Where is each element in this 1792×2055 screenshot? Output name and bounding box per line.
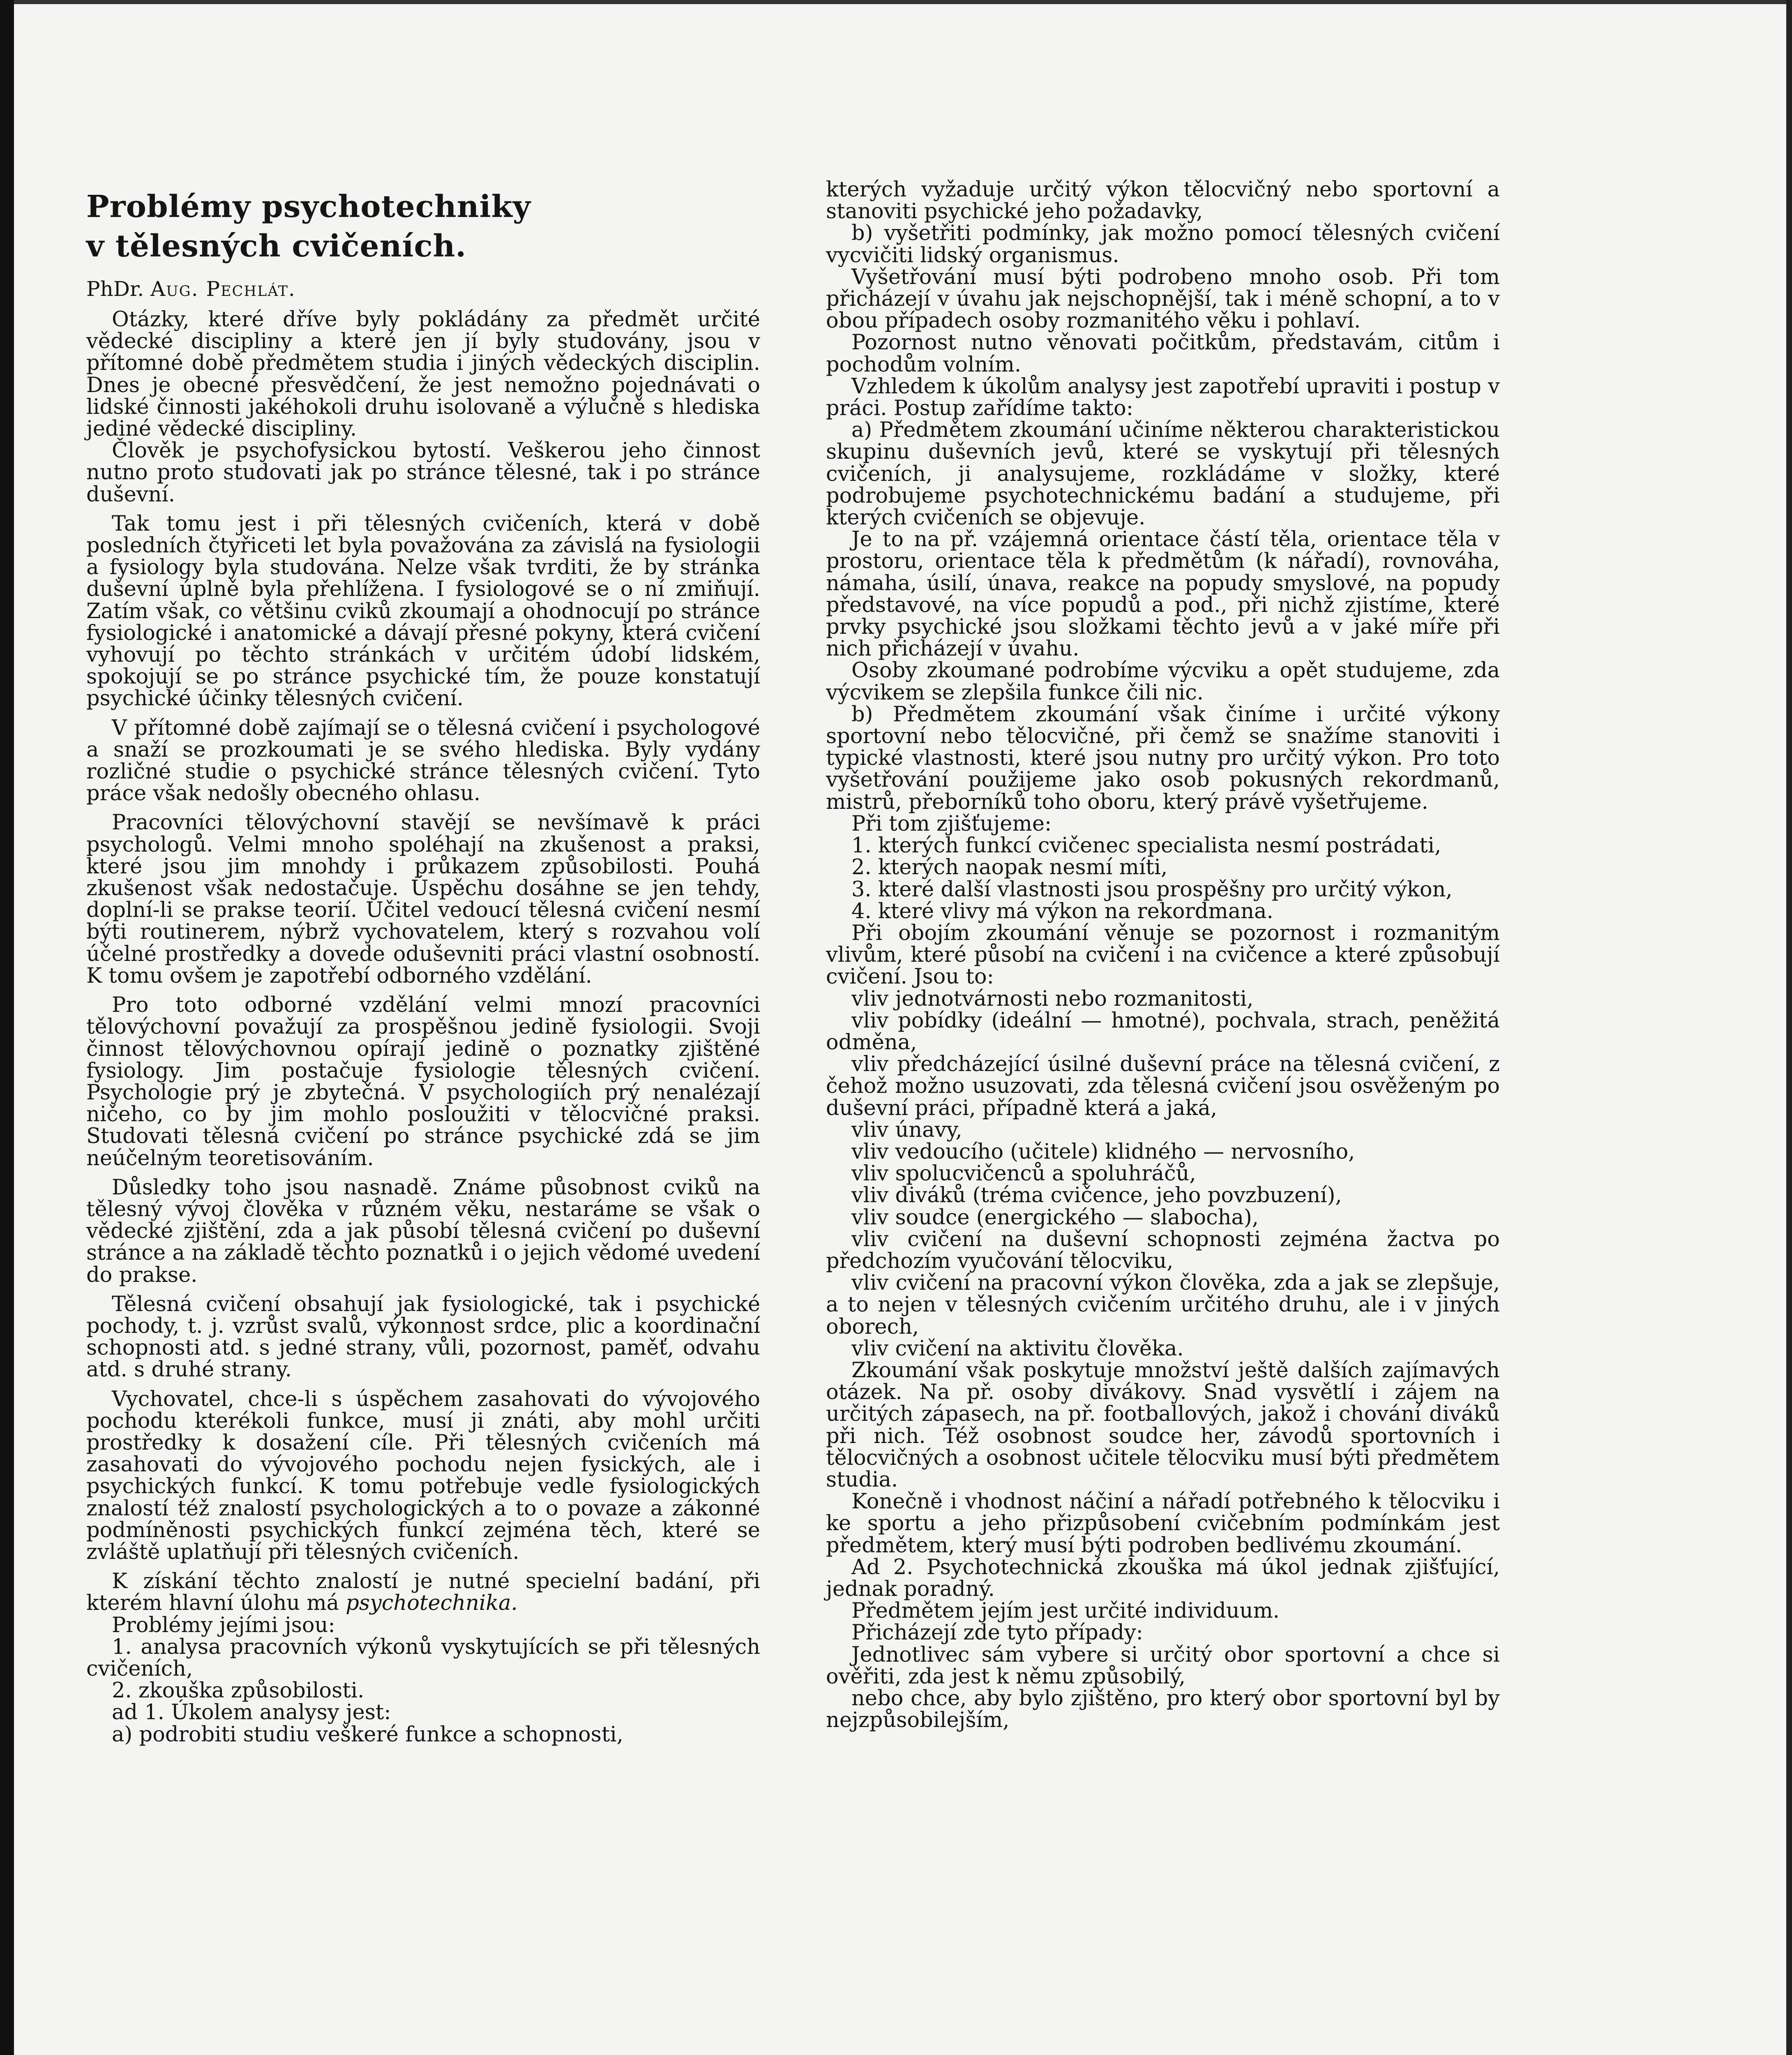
paragraph: Ad 2. Psychotechnická zkouška má úkol jednak zjišťující, jednak poradný. <box>826 1555 1500 1601</box>
paragraph: Tělesná cvičení obsahují jak fysiologické, tak i psychické pochody, t. j. vzrůst svalů, výkonnost srdce, plic a koordinační schopnosti atd. s jedné strany, vůli, pozornost, paměť, odvahu atd. s druhé strany. <box>86 1292 760 1382</box>
list-item: a) Předmětem zkoumání učiníme některou charakteristickou skupinu duševních jevů, které se vyskytují při tělesných cvičeních, ji analysujeme, rozkládáme v složky, které podrobujeme psychotechnickému badání a studujeme, při kterých cvičeních se objevuje. <box>826 418 1500 530</box>
article-title <box>86 187 760 266</box>
list-item: vliv únavy, <box>851 1118 962 1142</box>
list-item: 1. analysa pracovních výkonů vyskytujících se při tělesných cvičeních, <box>86 1635 760 1681</box>
author-name: Aug. Pechlát. <box>150 277 296 301</box>
paragraph: Problémy jejími jsou: <box>112 1613 335 1637</box>
paragraph: Vychovatel, chce-li s úspěchem zasahovati do vývojového pochodu kterékoli funkce, musí ji znáti, aby mohl určiti prostředky k dosažení cíle. Při tělesných cvičeních má zasahovati do vývojového pochodu nejen fysických, ale i psychických funkcí. K tomu potřebuje vedle fysiologických znalostí též znalostí psychologických a to o povaze a zákonné podmíněnosti psychických funkcí zejména těch, které se zvláště uplatňují při tělesných cvičeních. <box>86 1387 760 1564</box>
paragraph: Člověk je psychofysickou bytostí. Veškerou jeho činnost nutno proto studovati jak po stránce tělesné, tak i po stránce duševní. <box>86 439 760 507</box>
list-item: vliv cvičení na duševní schopnosti zejména žactva po předchozím vyučování tělocviku, <box>826 1227 1500 1273</box>
paragraph: Pro toto odborné vzdělání velmi mnozí pracovníci tělovýchovní považují za prospěšnou jedině fysiologii. Svoji činnost tělovýchovnou opírají jedině o poznatky zjištěné fysiology. Jim postačuje fysiologie tělesných cvičení. Psychologie prý je zbytečná. V psychologiích prý nenalézají ničeho, co by jim mohlo posloužiti v tělocvičné praksi. Studovati tělesná cvičení po stránce psychické zdá se jim neúčelným teoretisováním. <box>86 993 760 1171</box>
paragraph: Je to na př. vzájemná orientace částí těla, orientace těla v prostoru, orientace těla k předmětům (k nářadí), rovnováha, námaha, úsilí, únava, reakce na popudy smyslové, na popudy představové, na více popudů a pod., při nichž zjistíme, které prvky psychické jsou složkami těchto jevů a v jaké míře při nich přicházejí v úvahu. <box>826 527 1500 661</box>
paragraph: Předmětem jejím jest určité individuum. <box>851 1599 1280 1623</box>
scan-edge-right <box>1786 0 1792 2055</box>
paragraph: kterých vyžaduje určitý výkon tělocvičný nebo sportovní a stanoviti psychické jeho požadavky, <box>826 178 1500 224</box>
paragraph: Pracovníci tělovýchovní stavějí se nevšímavě k práci psychologů. Velmi mnoho spoléhají na zkušenost a praksi, které jsou jim mnohdy i průkazem způsobilosti. Pouhá zkušenost však nedostačuje. Úspěchu dosáhne se jen tehdy, doplní-li se prakse teorií. Učitel vedoucí tělesná cvičení nesmí býti routinerem, nýbrž vychovatelem, který s rozvahou volí účelné prostředky a dovede oduševniti práci vlastní osobností. K tomu ovšem je zapotřebí odborného vzdělání. <box>86 810 760 988</box>
paragraph: Při obojím zkoumání věnuje se pozornost i rozmanitým vlivům, které působí na cvičení i na cvičence a které způsobují cvičení. Jsou to: <box>826 921 1500 989</box>
list-item: 3. které další vlastnosti jsou prospěšny pro určitý výkon, <box>851 877 1453 902</box>
paragraph <box>86 1570 760 1614</box>
paragraph: Důsledky toho jsou nasnadě. Známe působnost cviků na tělesný vývoj člověka v různém věku, nestaráme se však o vědecké zjištění, zda a jak působí tělesná cvičení po duševní stránce a na základě těchto poznatků i o jejich vědomé uvedení do prakse. <box>86 1175 760 1287</box>
article-author <box>86 277 760 301</box>
paragraph: V přítomné době zajímají se o tělesná cvičení i psychologové a snaží se prozkoumati je se svého hlediska. Byly vydány rozličné studie o psychické stránce tělesných cvičení. Tyto práce však nedošly obecného ohlasu. <box>86 716 760 806</box>
article-page <box>86 178 1500 1979</box>
paragraph: Otázky, které dříve byly pokládány za předmět určité vědecké discipliny a které jen jí byly studovány, jsou v přítomné době předmětem studia i jiných vědeckých disciplin. Dnes je obecné přesvědčení, že jest nemožno pojednávati o lidské činnosti jakéhokoli druhu isolovaně a výlučně s hlediska jediné vědecké discipliny. <box>86 307 760 441</box>
title-line-1: Problémy psychotechniky <box>86 189 531 224</box>
list-item: vliv jednotvárnosti nebo rozmanitosti, <box>851 986 1254 1011</box>
list-item: 2. zkouška způsobilosti. <box>112 1679 364 1703</box>
paragraph: Přicházejí zde tyto případy: <box>851 1621 1143 1645</box>
scan-edge-top <box>0 0 1792 4</box>
list-item: vliv soudce (energického — slabocha), <box>851 1205 1259 1230</box>
paragraph: nebo chce, aby bylo zjištěno, pro který obor sportovní byl by nejzpůsobilejším, <box>826 1686 1500 1733</box>
list-item: vliv spolucvičenců a spoluhráčů, <box>851 1161 1196 1186</box>
paragraph: ad 1. Úkolem analysy jest: <box>112 1700 391 1725</box>
emphasis-psychotechnika: psychotechnika. <box>346 1591 518 1616</box>
list-item: 4. které vlivy má výkon na rekordmana. <box>851 899 1273 924</box>
list-item: vliv vedoucího (učitele) klidného — nervosního, <box>851 1139 1355 1164</box>
paragraph: Zkoumání však poskytuje množství ještě dalších zajímavých otázek. Na př. osoby divákovy. Snad vysvětlí i zájem na určitých zápasech, na př. footballových, jakož i chování diváků při nich. Též osobnost soudce her, závodů sportovních i tělocvičných a osobnost učitele tělocviku musí býti předmětem studia. <box>826 1358 1500 1492</box>
paragraph: Při tom zjišťujeme: <box>851 811 1052 836</box>
paragraph-text: K získání těchto znalostí je nutné specielní badání, při kterém hlavní úlohu má <box>86 1569 760 1616</box>
list-item: vliv pobídky (ideální — hmotné), pochvala, strach, peněžitá odměna, <box>826 1008 1500 1055</box>
list-item: vliv diváků (tréma cvičence, jeho povzbuzení), <box>851 1183 1342 1208</box>
title-line-2: v tělesných cvičeních. <box>86 229 467 264</box>
paragraph: Vzhledem k úkolům analysy jest zapotřebí upraviti i postup v práci. Postup zařídíme takto: <box>826 374 1500 421</box>
list-item: vliv cvičení na aktivitu člověka. <box>851 1336 1184 1361</box>
left-column <box>86 187 760 1746</box>
paragraph: Pozornost nutno věnovati počitkům, představám, citům i pochodům volním. <box>826 330 1500 377</box>
list-item: b) Předmětem zkoumání však činíme i určité výkony sportovní nebo tělocvičné, při čemž se snažíme stanoviti i typické vlastnosti, které jsou nutny pro určitý výkon. Pro toto vyšetřování použijeme jako osob pokusných rekordmanů, mistrů, přeborníků toho oboru, který právě vyšetřujeme. <box>826 702 1500 814</box>
list-item: 2. kterých naopak nesmí míti, <box>851 855 1168 880</box>
list-item: vliv cvičení na pracovní výkon člověka, zda a jak se zlepšuje, a to nejen v tělesných cvičením určitého druhu, ale i v jiných oborech, <box>826 1271 1500 1339</box>
paragraph: Tak tomu jest i při tělesných cvičeních, která v době posledních čtyřiceti let byla považována za závislá na fysiologii a fysiology byla studována. Nelze však tvrditi, že by stránka duševní úplně byla přehlížena. I fysiologové se o ní zmiňují. Zatím však, co většinu cviků zkoumají a ohodnocují po stránce fysiologické i anatomické a dávají přesné pokyny, která cvičení vyhovují po těchto stránkách v určitém údobí lidském, spokojují se po stránce psychické tím, že pouze konstatují psychické účinky tělesných cvičení. <box>86 511 760 711</box>
list-item: 1. kterých funkcí cvičenec specialista nesmí postrádati, <box>851 834 1441 858</box>
list-item: b) vyšetřiti podmínky, jak možno pomocí tělesných cvičení vycvičiti lidský organismus. <box>826 221 1500 268</box>
paragraph: Konečně i vhodnost náčiní a nářadí potřebného k tělocviku i ke sportu a jeho přizpůsobení cvičebním podmínkám jest předmětem, který musí býti podroben bedlivému zkoumání. <box>826 1489 1500 1558</box>
paragraph: Vyšetřování musí býti podrobeno mnoho osob. Při tom přicházejí v úvahu jak nejschopnější, tak i méně schopní, a to v obou případech osoby rozmanitého věku i pohlaví. <box>826 265 1500 333</box>
author-prefix: PhDr. <box>86 277 151 301</box>
list-item: vliv předcházející úsilné duševní práce na tělesná cvičení, z čehož možno usuzovati, zda tělesná cvičení jsou osvěženým po duševní práci, případně která a jaká, <box>826 1052 1500 1120</box>
right-column <box>826 179 1500 1731</box>
scan-edge-left <box>0 0 14 2055</box>
paragraph: Osoby zkoumané podrobíme výcviku a opět studujeme, zda výcvikem se zlepšila funkce čili nic. <box>826 658 1500 705</box>
list-item: a) podrobiti studiu veškeré funkce a schopnosti, <box>112 1722 623 1747</box>
paragraph: Jednotlivec sám vybere si určitý obor sportovní a chce si ověřiti, zda jest k němu způsobilý, <box>826 1642 1500 1689</box>
